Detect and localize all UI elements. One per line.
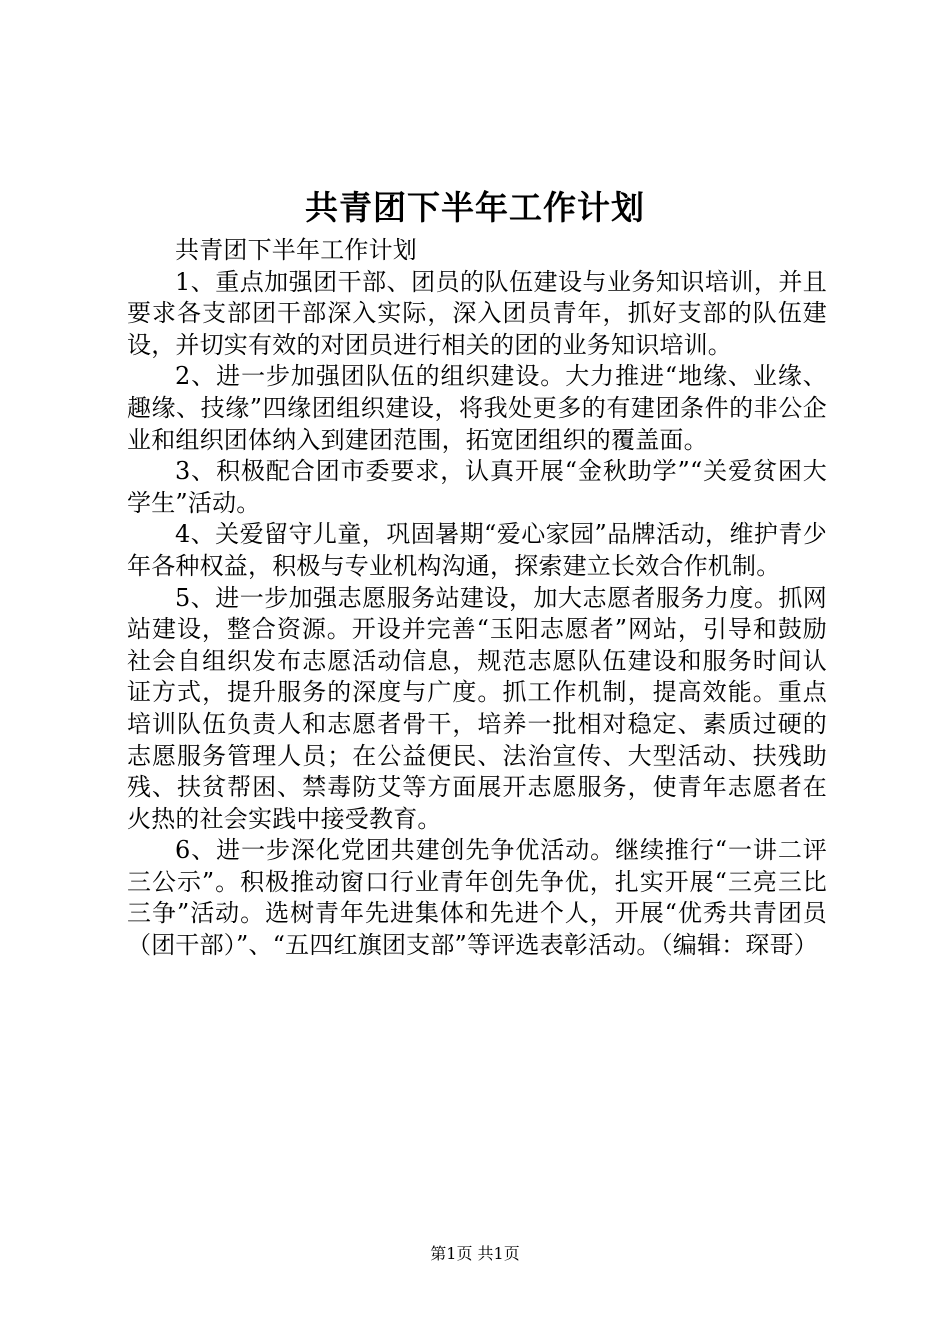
paragraph-subtitle: 共青团下半年工作计划 [175,236,417,264]
paragraph-item-1: 1、重点加强团干部、团员的队伍建设与业务知识培训，并且要求各支部团干部深入实际，深入团员青年，抓好支部的队伍建设，并切实有效的对团员进行相关的团的业务知识培训。 [127,267,827,359]
paragraph-item-2: 2、进一步加强团队伍的组织建设。大力推进“地缘、业缘、趣缘、技缘”四缘团组织建设，将我处更多的有建团条件的非公企业和组织团体纳入到建团范围，拓宽团组织的覆盖面。 [127,362,827,454]
paragraph-item-4: 4、关爱留守儿童，巩固暑期“爱心家园”品牌活动，维护青少年各种权益，积极与专业机构沟通，探索建立长效合作机制。 [127,520,827,580]
document-body [127,235,827,962]
paragraph-item-6: 6、进一步深化党团共建创先争优活动。继续推行“一讲二评三公示”。积极推动窗口行业青年创先争优，扎实开展“三亮三比三争”活动。选树青年先进集体和先进个人，开展“优秀共青团员（团干部）”、“五四红旗团支部”等评选表彰活动。（编辑：琛哥） [127,836,827,960]
paragraph-item-5: 5、进一步加强志愿服务站建设，加大志愿者服务力度。抓网站建设，整合资源。开设并完善“玉阳志愿者”网站，引导和鼓励社会自组织发布志愿活动信息，规范志愿队伍建设和服务时间认证方式，提升服务的深度与广度。抓工作机制，提高效能。重点培训队伍负责人和志愿者骨干，培养一批相对稳定、素质过硬的志愿服务管理人员；在公益便民、法治宣传、大型活动、扶残助残、扶贫帮困、禁毒防艾等方面展开志愿服务，使青年志愿者在火热的社会实践中接受教育。 [127,583,827,833]
paragraph-item-3: 3、积极配合团市委要求，认真开展“金秋助学”“关爱贫困大学生”活动。 [127,457,827,517]
document-title: 共青团下半年工作计划 [305,188,645,227]
page-number-footer: 第1页 共1页 [430,1244,520,1263]
